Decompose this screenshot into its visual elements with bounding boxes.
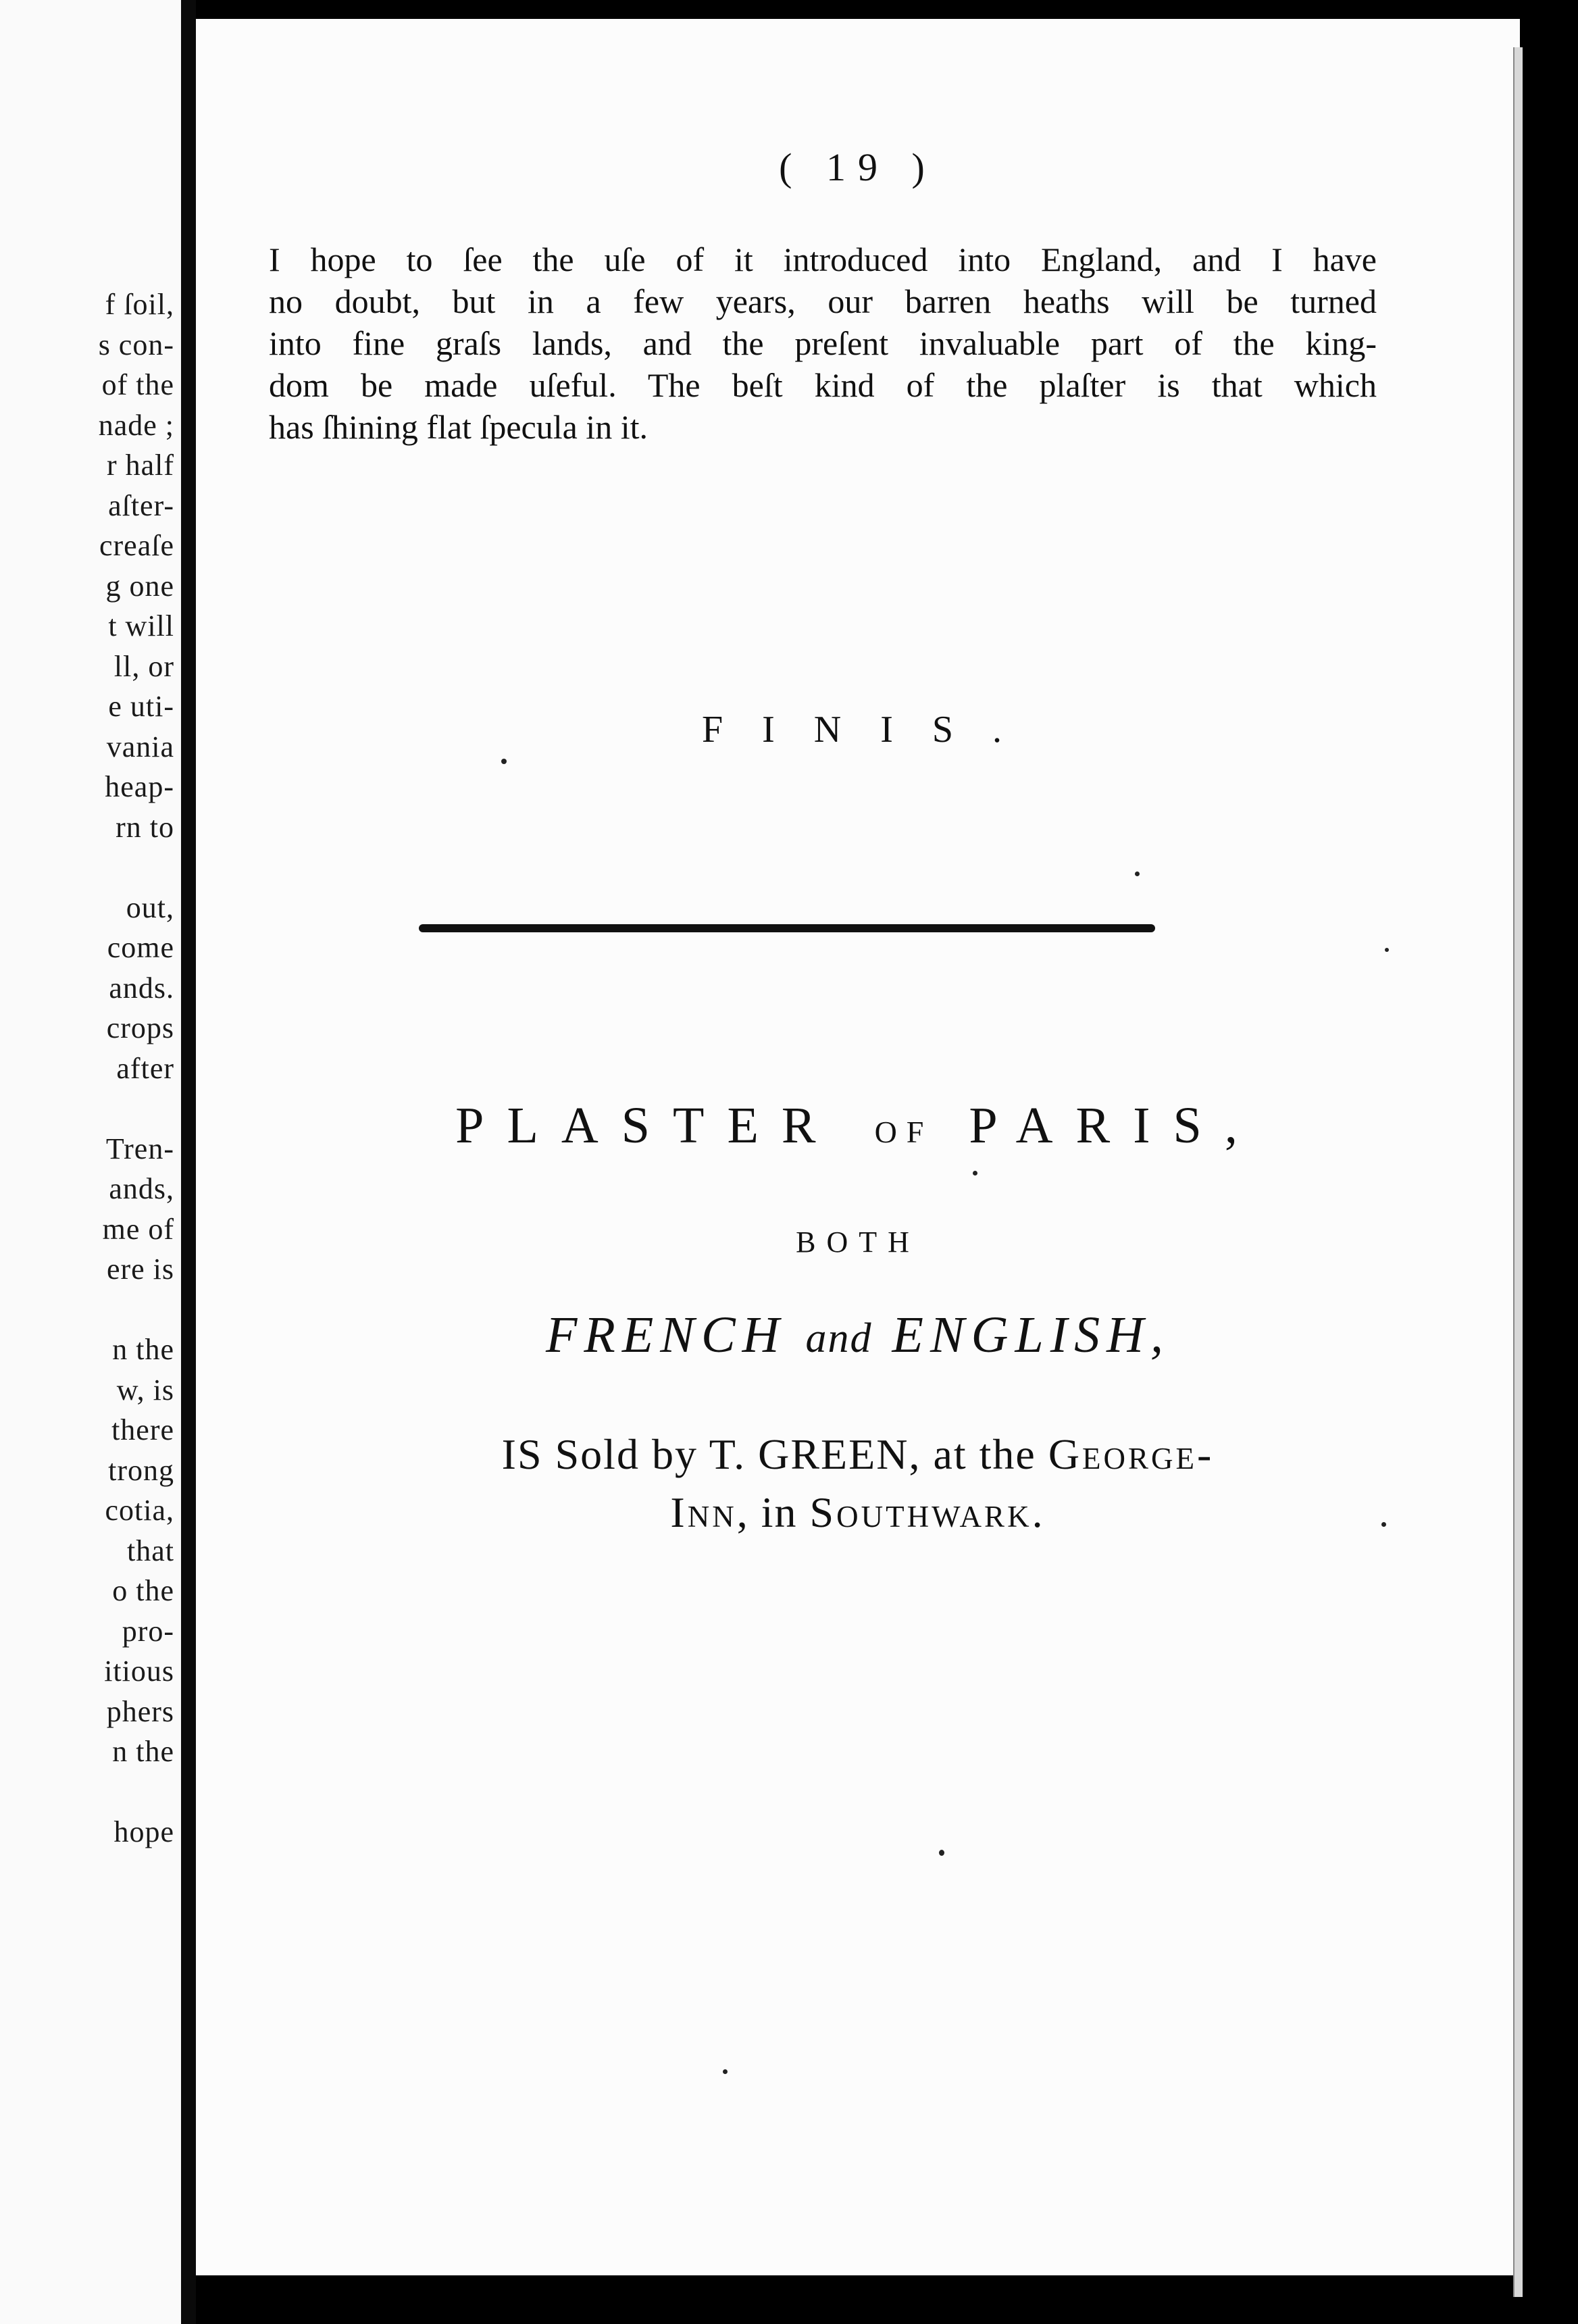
left-page-line: g one	[105, 570, 174, 603]
advert-and: and	[805, 1315, 873, 1361]
body-paragraph	[269, 238, 1377, 448]
seller-inn: Inn	[670, 1488, 737, 1536]
page-edge	[1513, 47, 1523, 2297]
left-page-line: rn to	[116, 811, 174, 844]
left-page-line: crops	[106, 1011, 174, 1044]
body-line: dom be made uſeful. The beſt kind of the plaſter is that which	[269, 366, 1377, 404]
advert-french-english	[196, 1306, 1520, 1365]
left-page-line: r half	[106, 449, 174, 482]
left-page-line: t will	[108, 609, 174, 642]
left-page-line: n the	[112, 1333, 174, 1366]
left-page-line: cotia,	[105, 1494, 174, 1527]
body-line: no doubt, but in a few years, our barren heaths will be turned	[269, 282, 1377, 320]
ink-speck	[1381, 1522, 1386, 1527]
left-page-line: out,	[126, 891, 174, 924]
ink-speck	[723, 2069, 728, 2074]
left-page-line: nade ;	[98, 409, 174, 442]
page-number: ( 19 )	[779, 145, 937, 189]
left-page-line: ll, or	[113, 650, 174, 683]
ink-speck	[939, 1850, 944, 1856]
left-page-line: o the	[112, 1574, 174, 1607]
advert-french: FRENCH	[545, 1307, 786, 1363]
left-page-line: ere is	[106, 1253, 174, 1286]
seller-southwark: Southwark.	[809, 1488, 1046, 1536]
left-page-line: after	[116, 1052, 174, 1085]
advert-title-of: OF	[874, 1115, 934, 1149]
advert-title	[196, 1096, 1520, 1155]
advert-title-plaster: PLASTER	[455, 1097, 839, 1154]
left-page-line: there	[111, 1413, 174, 1446]
left-page-line: s con-	[98, 328, 174, 361]
left-page-line: ands,	[109, 1172, 174, 1205]
seller-george: George-	[1048, 1430, 1215, 1478]
left-page-line: vania	[106, 730, 174, 763]
left-page-line: heap-	[105, 770, 174, 803]
seller-text: IS Sold by T. GREEN, at the	[501, 1430, 1036, 1478]
ink-speck	[501, 759, 507, 764]
advert-title-paris: PARIS,	[969, 1097, 1261, 1154]
left-page-line: trong	[108, 1454, 174, 1487]
left-page-line: come	[107, 931, 174, 964]
left-page-line: creaſe	[99, 529, 174, 562]
advert-english: ENGLISH,	[892, 1307, 1170, 1363]
advert-seller-line-2	[196, 1484, 1520, 1542]
left-page-line: phers	[106, 1695, 174, 1728]
left-page-line: f ſoil,	[105, 288, 174, 321]
body-line: into fine graſs lands, and the preſent invaluable part of the king-	[269, 324, 1377, 362]
advert-seller	[196, 1425, 1520, 1542]
body-line: has ſhining flat ſpecula in it.	[269, 408, 648, 446]
facing-left-page	[0, 0, 181, 2324]
left-page-line: that	[127, 1534, 174, 1567]
left-page-line: ands.	[109, 971, 174, 1005]
left-page-line: e uti-	[108, 690, 174, 723]
left-page-line: itious	[104, 1654, 174, 1688]
ink-speck	[1135, 872, 1140, 876]
body-line: I hope to ſee the uſe of it introduced into England, and I have	[269, 241, 1377, 278]
right-page	[196, 19, 1520, 2275]
ink-speck	[973, 1171, 977, 1176]
left-page-line: of the	[101, 368, 174, 401]
left-page-line: hope	[113, 1815, 174, 1848]
left-page-line: aſter-	[108, 489, 174, 522]
left-page-line: Tren-	[105, 1132, 174, 1165]
finis-heading: FINIS.	[701, 709, 1042, 751]
advert-seller-line-1	[196, 1425, 1520, 1484]
ink-speck	[1385, 948, 1389, 952]
binding-gutter	[181, 0, 196, 2324]
left-page-line: w, is	[116, 1373, 174, 1407]
advert-both: BOTH	[796, 1226, 920, 1259]
left-page-line: pro-	[122, 1615, 174, 1648]
ornamental-rule	[419, 924, 1155, 932]
left-page-line: me of	[102, 1213, 174, 1246]
left-page-line: n the	[112, 1735, 174, 1768]
seller-in: , in	[736, 1488, 798, 1536]
